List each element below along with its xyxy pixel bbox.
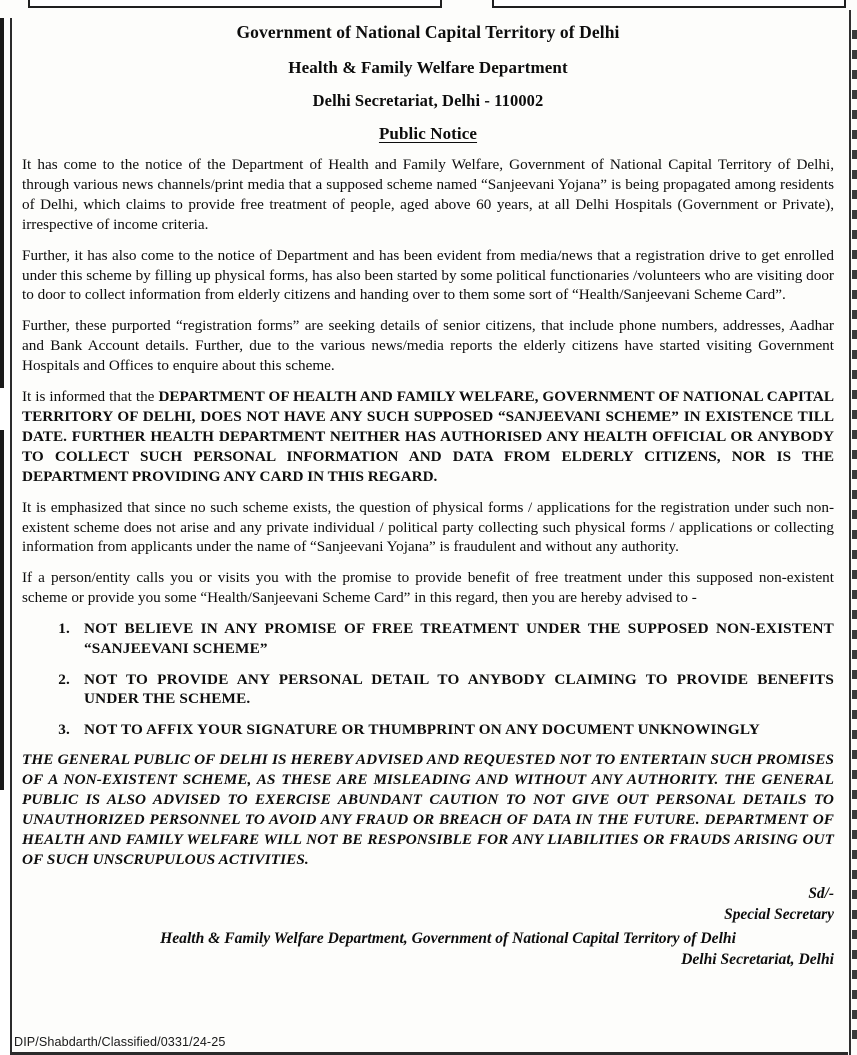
header-government-line: Government of National Capital Territory of Delhi xyxy=(236,22,620,42)
emphasis-lead: It is informed that the xyxy=(22,388,159,406)
signature-department-line: Health & Family Welfare Department, Government of National Capital Territory of Delhi xyxy=(160,929,736,947)
header-department-line: Health & Family Welfare Department xyxy=(288,57,568,77)
scan-edge-left-bar-bottom xyxy=(0,430,4,790)
dip-reference: DIP/Shabdarth/Classified/0331/24-25 xyxy=(14,1035,226,1049)
signature-block xyxy=(22,884,834,926)
paragraph-5: If a person/entity calls you or visits you with the promise to provide benefit of free treatment under this supposed non-existent scheme or provide you some “Health/Sanjeevani Scheme Card” in this regard, then you are hereby advised to - xyxy=(22,569,834,607)
adjacent-box-right xyxy=(492,0,846,8)
emphasis-bold-text: DEPARTMENT OF HEALTH AND FAMILY WELFARE, GOVERNMENT OF NATIONAL CAPITAL TERRITORY OF DELHI, DOES NOT HAVE ANY SUCH SUPPOSED “SANJEEVANI SCHEME” IN EXISTENCE TILL DATE. FURTHER HEALTH DEPARTMENT NEITHER HAS AUTHORISED ANY HEALTH OFFICIAL OR ANYBODY TO COLLECT SUCH PERSONAL INFORMATION AND DATA FROM ELDERLY CITIZENS, NOR IS THE DEPARTMENT PROVIDING ANY CARD IN THIS REGARD. xyxy=(22,388,834,485)
emphasis-paragraph xyxy=(22,387,834,487)
paragraph-1: It has come to the notice of the Department of Health and Family Welfare, Government of National Capital Territory of Delhi, through various news channels/print media that a supposed scheme named “Sanjeevani Yojana” is being propagated among residents of Delhi, which claims to provide free treatment of people, aged above 60 years, at all Delhi Hospitals (Government or Private), irrespective of income criteria. xyxy=(22,156,834,233)
scan-edge-left-bar-top xyxy=(0,18,4,388)
paragraph-4: It is emphasized that since no such scheme exists, the question of physical forms / applications for the registration under such non-existent scheme does not arise and any private individual / political party collecting such physical forms / applications or collecting information from applicants under the name of “Sanjeevani Yojana” is fraudulent and without any authority. xyxy=(22,498,834,556)
page-title: Public Notice xyxy=(378,123,478,143)
advice-list xyxy=(22,619,834,740)
signature-sd: Sd/- xyxy=(808,885,834,903)
signature-designation: Special Secretary xyxy=(724,906,834,924)
header-address-line: Delhi Secretariat, Delhi - 110002 xyxy=(312,91,544,111)
signature-address-line: Delhi Secretariat, Delhi xyxy=(681,950,834,968)
list-item: 3. NOT TO AFFIX YOUR SIGNATURE OR THUMBPRINT ON ANY DOCUMENT UNKNOWINGLY xyxy=(74,720,834,740)
list-item: 2. NOT TO PROVIDE ANY PERSONAL DETAIL TO ANYBODY CLAIMING TO PROVIDE BENEFITS UNDER THE SCHEME. xyxy=(74,670,834,710)
notice-content xyxy=(22,22,834,970)
scan-edge-right-dashes xyxy=(852,30,857,1040)
adjacent-box-left xyxy=(28,0,442,8)
list-item: 1. NOT BELIEVE IN ANY PROMISE OF FREE TREATMENT UNDER THE SUPPOSED NON-EXISTENT “SANJEEVANI SCHEME” xyxy=(74,619,834,659)
paragraph-2: Further, it has also come to the notice of Department and has been evident from media/news that a registration drive to get enrolled under this scheme by filling up physical forms, has also been started by some political functionaries /volunteers who are visiting door to door to collect information from elderly citizens and handing over to them some sort of “Health/Sanjeevani Scheme Card”. xyxy=(22,246,834,304)
page-border-right xyxy=(849,10,851,1055)
paragraph-3: Further, these purported “registration forms” are seeking details of senior citizens, that include phone numbers, addresses, Aadhar and Bank Account details. Further, due to the various news/media reports the elderly citizens have started visiting Government Hospitals and Offices to enquire about this scheme. xyxy=(22,317,834,375)
closing-paragraph: THE GENERAL PUBLIC OF DELHI IS HEREBY ADVISED AND REQUESTED NOT TO ENTERTAIN SUCH PROMISES OF A NON-EXISTENT SCHEME, AS THESE ARE MISLEADING AND WITHOUT ANY AUTHORITY. THE GENERAL PUBLIC IS ALSO ADVISED TO EXERCISE ABUNDANT CAUTION TO NOT GIVE OUT PERSONAL DETAILS TO UNAUTHORIZED PERSONNEL TO AVOID ANY FRAUD OR BREACH OF DATA IN THE FUTURE. DEPARTMENT OF HEALTH AND FAMILY WELFARE WILL NOT BE RESPONSIBLE FOR ANY LIABILITIES OR FRAUDS ARISING OUT OF SUCH UNSCRUPULOUS ACTIVITIES. xyxy=(22,750,834,869)
